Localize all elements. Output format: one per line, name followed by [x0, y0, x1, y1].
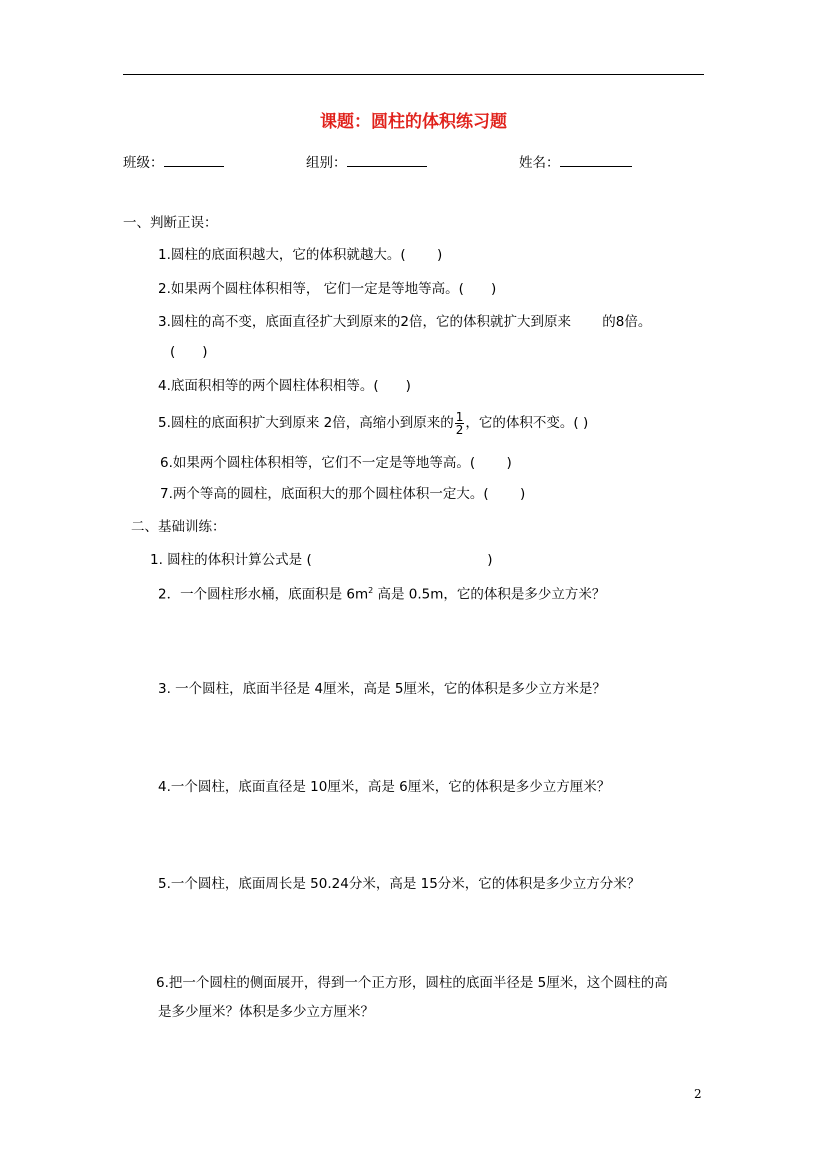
fraction-denominator: 2	[455, 422, 464, 437]
part1-item-7: 7.两个等高的圆柱，底面积大的那个圆柱体积一定大。( )	[160, 486, 526, 502]
part2-question-1: 1. 圆柱的体积计算公式是 ( )	[150, 552, 493, 568]
name-label: 姓名：	[519, 155, 560, 171]
item-5-text-after: ，它的体积不变。( )	[465, 415, 589, 431]
part1-item-4: 4.底面积相等的两个圆柱体积相等。( )	[158, 378, 411, 394]
part2-question-2	[158, 587, 605, 602]
class-blank	[164, 152, 224, 167]
part2-question-5: 5.一个圆柱，底面周长是 50.24分米，高是 15分米，它的体积是多少立方分米？	[158, 876, 641, 892]
fraction-one-half	[455, 411, 465, 436]
name-blank	[560, 152, 632, 167]
name-field	[519, 152, 632, 171]
page-title: 课题：圆柱的体积练习题	[320, 112, 507, 132]
part1-item-1: 1.圆柱的底面积越大，它的体积就越大。( )	[158, 247, 443, 263]
part2-question-4: 4.一个圆柱，底面直径是 10厘米，高是 6厘米，它的体积是多少立方厘米？	[158, 779, 611, 795]
group-label: 组别：	[306, 155, 347, 171]
part2-heading: 二、基础训练：	[131, 519, 226, 535]
part1-item-6: 6.如果两个圆柱体积相等，它们不一定是等地等高。( )	[160, 455, 512, 471]
q2-text-after: 高是 0.5m，它的体积是多少立方米？	[373, 586, 606, 603]
page-number: 2	[694, 1087, 702, 1101]
group-field	[306, 152, 427, 171]
group-blank	[347, 152, 427, 167]
q2-text-before: 2．一个圆柱形水桶，底面积是 6m	[158, 586, 369, 603]
part1-heading: 一、判断正误：	[123, 215, 218, 231]
part1-item-5	[158, 408, 588, 438]
class-label: 班级：	[123, 155, 164, 171]
part1-item-3-answer: ( )	[170, 344, 208, 360]
header-rule	[123, 74, 704, 75]
part2-question-3: 3. 一个圆柱，底面半径是 4厘米，高是 5厘米，它的体积是多少立方米是？	[158, 681, 606, 697]
part2-question-6-line-2: 是多少厘米？体积是多少立方厘米？	[158, 1004, 374, 1020]
item-5-text-before: 5.圆柱的底面积扩大到原来 2倍，高缩小到原来的	[158, 415, 454, 431]
fraction-numerator: 1	[455, 409, 464, 424]
part2-question-6-line-1: 6.把一个圆柱的侧面展开，得到一个正方形，圆柱的底面半径是 5厘米，这个圆柱的高	[156, 975, 668, 991]
part1-item-2: 2.如果两个圆柱体积相等， 它们一定是等地等高。( )	[158, 281, 497, 297]
part1-item-3: 3.圆柱的高不变，底面直径扩大到原来的2倍，它的体积就扩大到原来 的8倍。	[158, 314, 652, 330]
q2-superscript: 2	[368, 586, 374, 595]
class-field	[123, 152, 224, 171]
